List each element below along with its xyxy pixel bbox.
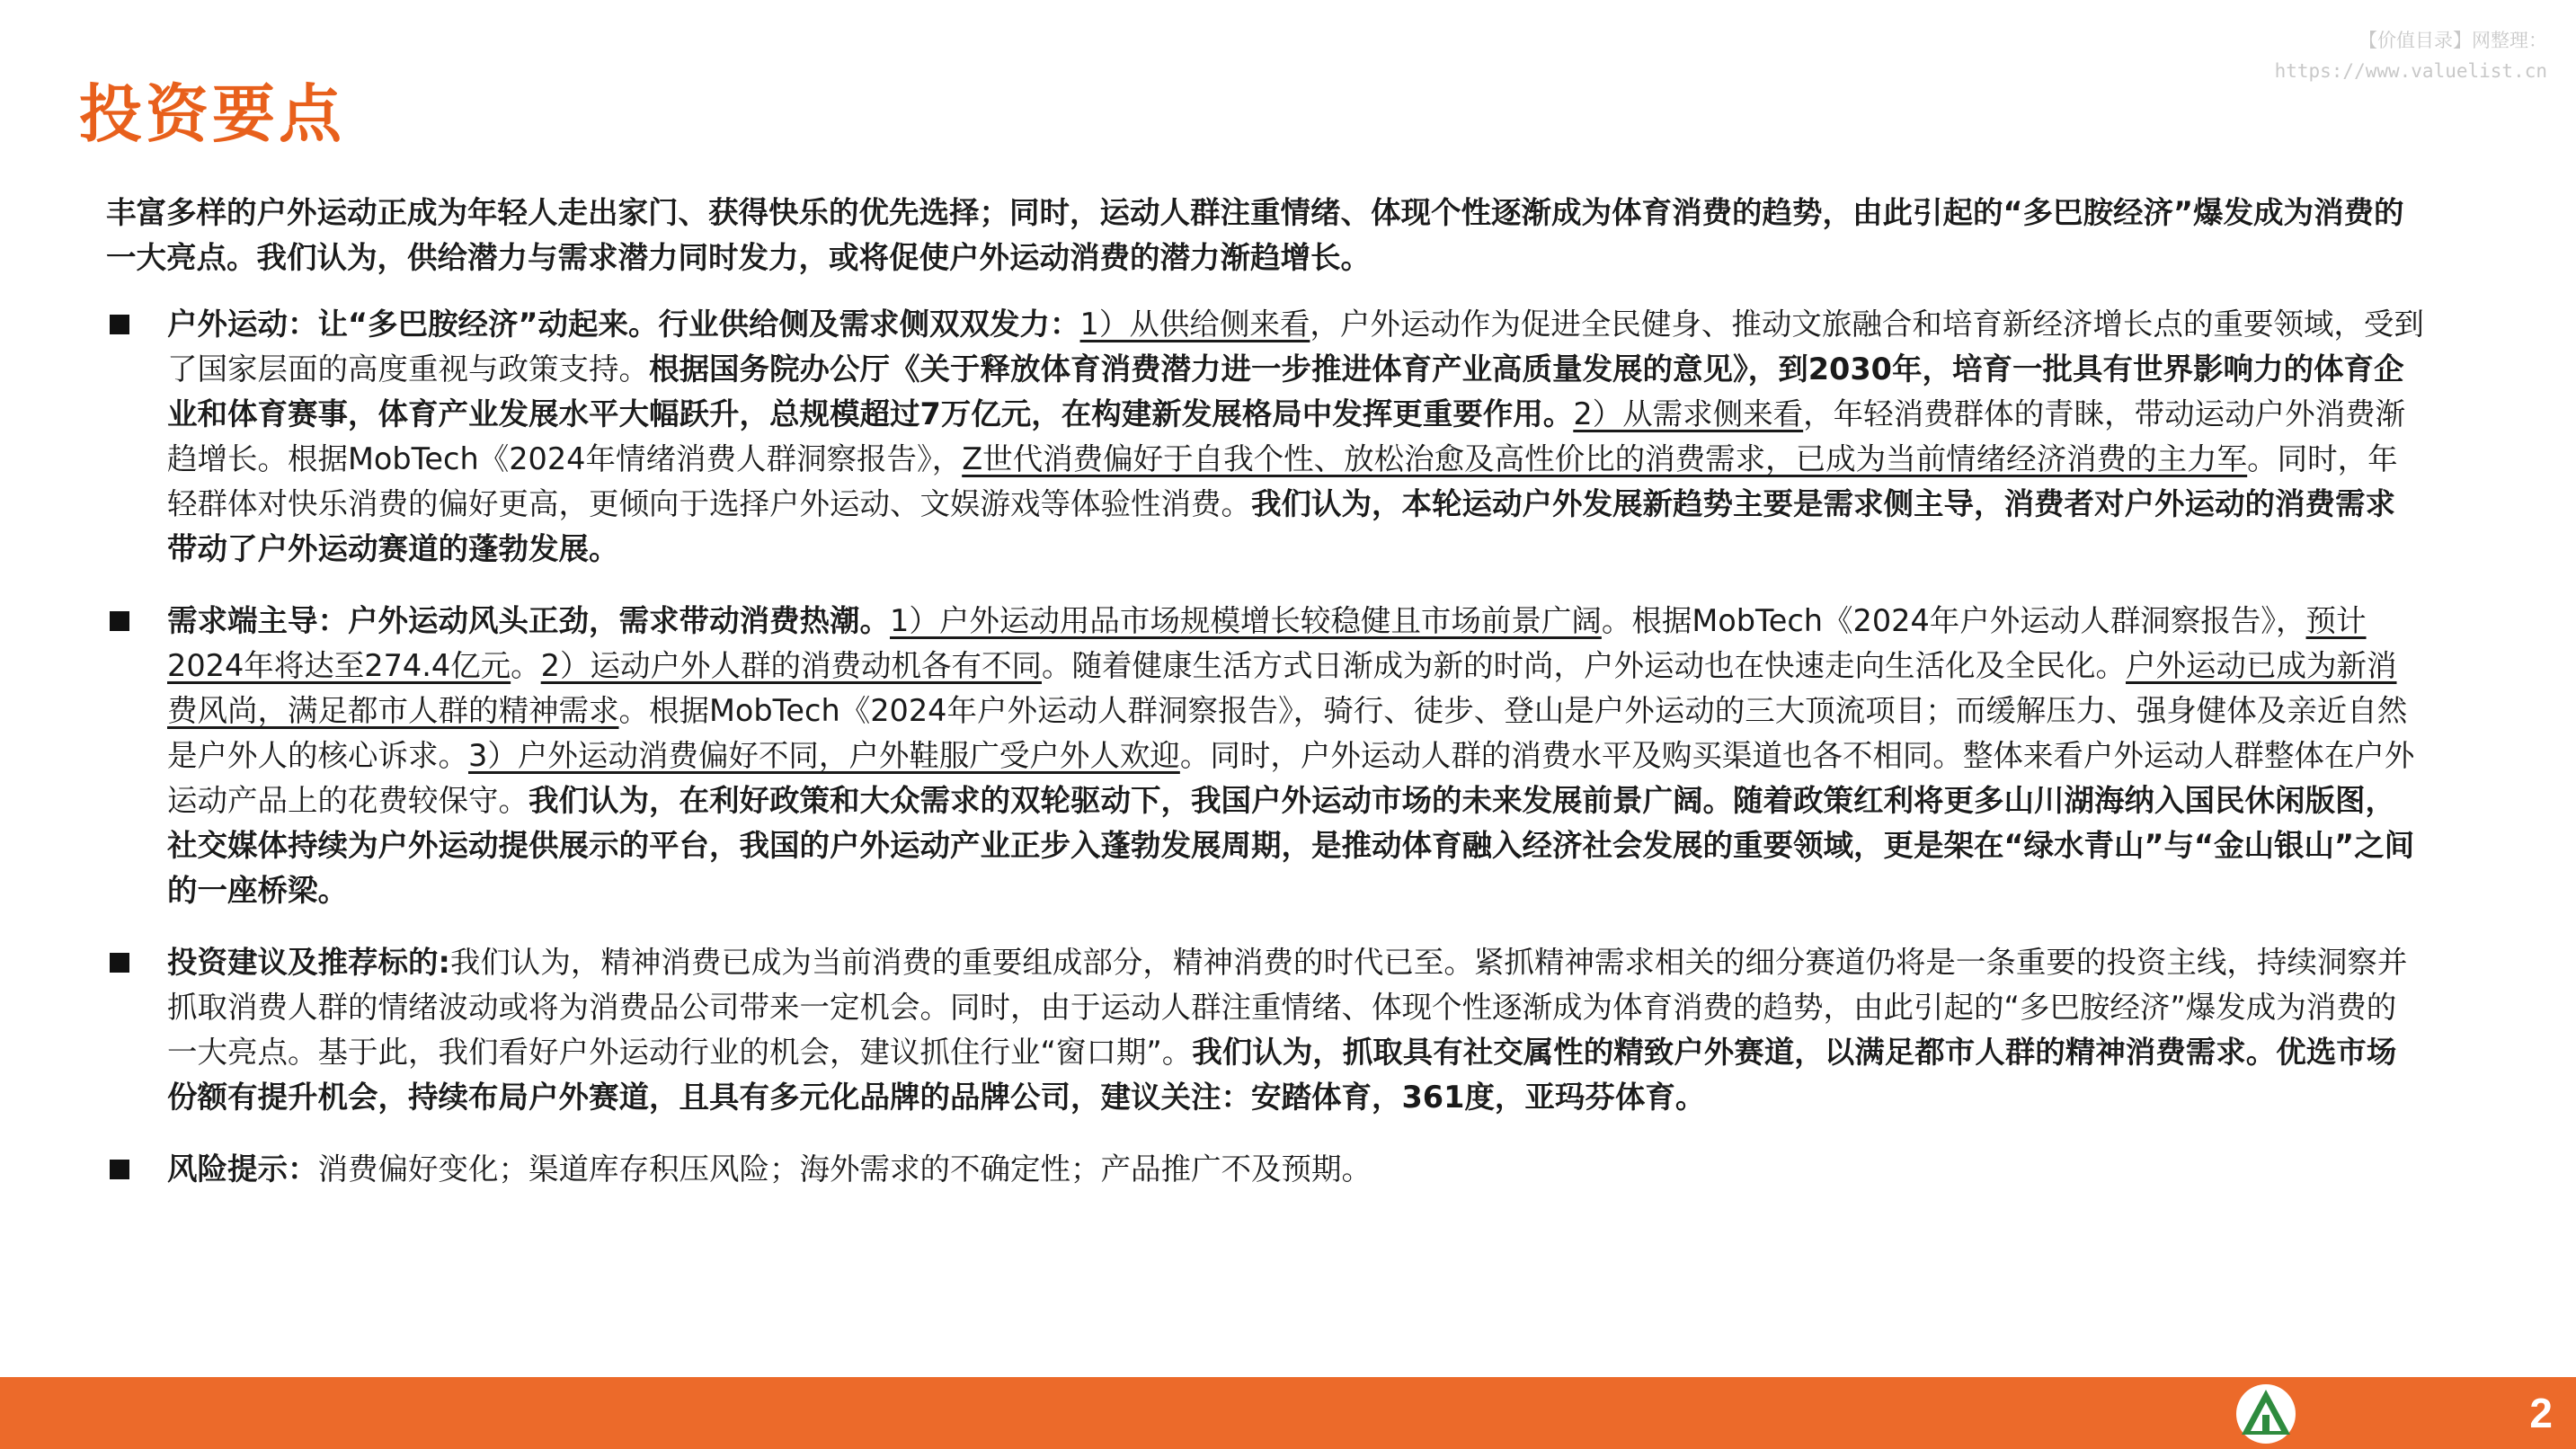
body-text: 。 xyxy=(511,648,541,683)
bold-text: 我们认为，抓取具有社交属性的精致户外赛道，以满足都市人群的精神消费需求。优选市场份额有提升机会，持续布局户外赛道，且具有多元化品牌的品牌公司，建议关注：安踏体育，361度，亚玛芬体育。 xyxy=(167,1035,2397,1115)
body-text: 。随着健康生活方式日渐成为新的时尚，户外运动也在快速走向生活化及全民化。 xyxy=(1042,648,2126,683)
bullet-heading: 户外运动：让“多巴胺经济”动起来。行业供给侧及需求侧双双发力： xyxy=(167,307,1080,342)
bullet-investment-advice xyxy=(106,940,2425,1120)
body-text: 。根据MobTech《2024年户外运动人群洞察报告》，骑行、徒步、登山是户外运动的三大顶流项目；而缓解压力、强身健体及亲近自然是户外人的核心诉求。 xyxy=(167,693,2408,773)
bullet-risk-warning xyxy=(106,1147,2425,1192)
body-text: 。同时，年轻群体对快乐消费的偏好更高，更倾向于选择户外运动、文娱游戏等体验性消费。 xyxy=(167,441,2398,521)
main-content xyxy=(106,191,2425,1219)
body-text: 消费偏好变化；渠道库存积压风险；海外需求的不确定性；产品推广不及预期。 xyxy=(317,1151,1372,1187)
intro-paragraph: 丰富多样的户外运动正成为年轻人走出家门、获得快乐的优先选择；同时，运动人群注重情绪、体现个性逐渐成为体育消费的趋势，由此引起的“多巴胺经济”爆发成为消费的一大亮点。我们认为，供给潜力与需求潜力同时发力，或将促使户外运动消费的潜力渐趋增长。 xyxy=(106,195,2404,275)
underlined-text: 2）运动户外人群的消费动机各有不同 xyxy=(540,648,1042,683)
bullet-text xyxy=(167,940,2425,1120)
bullet-square-icon xyxy=(110,1160,129,1179)
body-text: ，户外运动作为促进全民健身、推动文旅融合和培育新经济增长点的重要领域，受到了国家层面的高度重视与政策支持。 xyxy=(167,307,2424,387)
body-text: 。根据MobTech《2024年户外运动人群洞察报告》， xyxy=(1601,603,2306,638)
underlined-text: 3）户外运动消费偏好不同，户外鞋服广受户外人欢迎 xyxy=(468,738,1180,773)
bullet-square-icon xyxy=(110,953,129,973)
footer-bar xyxy=(0,1377,2576,1449)
watermark-line-1: 【价值目录】网整理： xyxy=(2358,30,2547,51)
bullet-text xyxy=(167,599,2425,913)
bold-text: 根据国务院办公厅《关于释放体育消费潜力进一步推进体育产业高质量发展的意见》，到2030年，培育一批具有世界影响力的体育企业和体育赛事，体育产业发展水平大幅跃升，总规模超过7万亿元，在构建新发展格局中发挥更重要作用。 xyxy=(167,351,2404,431)
underlined-text: 预计2024年将达至274.4亿元 xyxy=(167,603,2367,683)
bullet-demand-side xyxy=(106,599,2425,913)
body-text: 。同时，户外运动人群的消费水平及购买渠道也各不相同。整体来看户外运动人群整体在户外运动产品上的花费较保守。 xyxy=(167,738,2415,818)
page-number: 2 xyxy=(2529,1390,2553,1436)
bullet-text xyxy=(167,1147,2425,1192)
watermark xyxy=(2275,25,2547,86)
bullet-square-icon xyxy=(110,611,129,631)
bullet-heading: 投资建议及推荐标的: xyxy=(167,945,450,980)
watermark-url: https://www.valuelist.cn xyxy=(2274,60,2547,82)
underlined-text: Z世代消费偏好于自我个性、放松治愈及高性价比的消费需求，已成为当前情绪经济消费的主力军 xyxy=(962,441,2248,476)
underlined-text: 1）户外运动用品市场规模增长较稳健且市场前景广阔 xyxy=(890,603,1602,638)
bullet-square-icon xyxy=(110,315,129,334)
company-logo-icon xyxy=(2234,1382,2297,1445)
underlined-text: 1）从供给侧来看 xyxy=(1079,307,1310,342)
underlined-text: 2）从需求侧来看 xyxy=(1573,396,1804,431)
bullet-heading: 风险提示： xyxy=(167,1151,318,1187)
bullet-text xyxy=(167,302,2425,572)
underlined-text: 户外运动已成为新消费风尚，满足都市人群的精神需求 xyxy=(167,648,2397,728)
body-text: 我们认为，精神消费已成为当前消费的重要组成部分，精神消费的时代已至。紧抓精神需求相关的细分赛道仍将是一条重要的投资主线，持续洞察并抓取消费人群的情绪波动或将为消费品公司带来一定机会。同时，由于运动人群注重情绪、体现个性逐渐成为体育消费的趋势，由此引起的“多巴胺经济”爆发成为消费的一大亮点。基于此，我们看好户外运动行业的机会，建议抓住行业“窗口期”。 xyxy=(167,945,2408,1070)
bullet-heading: 需求端主导：户外运动风头正劲，需求带动消费热潮。 xyxy=(167,603,890,638)
bullet-outdoor-sports xyxy=(106,302,2425,572)
bold-text: 我们认为，本轮运动户外发展新趋势主要是需求侧主导，消费者对户外运动的消费需求带动了户外运动赛道的蓬勃发展。 xyxy=(167,486,2395,566)
page-title: 投资要点 xyxy=(79,76,345,151)
body-text: ，年轻消费群体的青睐，带动运动户外消费渐趋增长。根据MobTech《2024年情绪消费人群洞察报告》， xyxy=(167,396,2406,476)
bold-text: 我们认为，在利好政策和大众需求的双轮驱动下，我国户外运动市场的未来发展前景广阔。随着政策红利将更多山川湖海纳入国民休闲版图，社交媒体持续为户外运动提供展示的平台，我国的户外运动产业正步入蓬勃发展周期，是推动体育融入经济社会发展的重要领域，更是架在“绿水青山”与“金山银山”之间的一座桥梁。 xyxy=(167,783,2415,908)
